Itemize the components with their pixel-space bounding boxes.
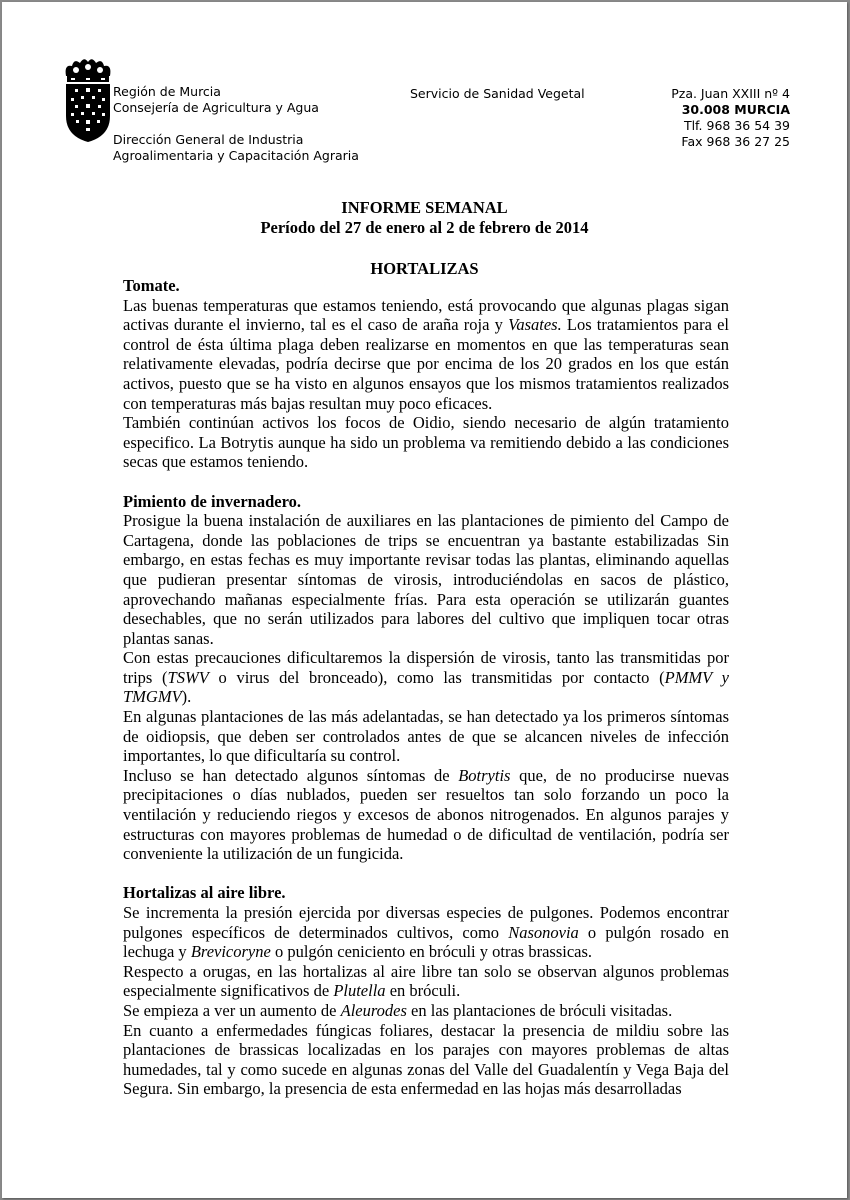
heading-pimiento: Pimiento de invernadero. bbox=[123, 491, 301, 511]
address-street: Pza. Juan XXIII nº 4 bbox=[671, 86, 790, 101]
org-directorate: Dirección General de Industria bbox=[113, 132, 304, 147]
org-department: Consejería de Agricultura y Agua bbox=[113, 100, 319, 115]
paragraph: Respecto a orugas, en las hortalizas al aire libre tan solo se observan algunos problemas especialmente significativos de Plutella en bróculi. bbox=[123, 961, 729, 1001]
report-title: INFORME SEMANAL bbox=[341, 198, 508, 217]
paragraph: Las buenas temperaturas que estamos teniendo, está provocando que algunas plagas sigan activas durante el invierno, tal es el caso de araña roja y Vasates. Los tratamientos para el control de ésta última plaga deben realizarse en momentos en que las temperaturas sean relativamente elevadas, podría decirse que por encima de los 20 grados en los que están activos, puesto que se ha visto en algunos ensayos que los mismos tratamientos realizados con temperaturas más bajas resultan muy poco eficaces. bbox=[123, 295, 729, 413]
organization-block bbox=[113, 84, 359, 164]
section-title: HORTALIZAS bbox=[370, 259, 479, 278]
paragraph: En cuanto a enfermedades fúngicas foliares, destacar la presencia de mildiu sobre las plantaciones de brassicas localizadas en los parajes con mayores problemas de altas humedades, tal y como sucede en algunas zonas del Valle del Guadalentín y Vega Baja del Segura. Sin embargo, la presencia de esta enfermedad en las hojas más desarrolladas bbox=[123, 1020, 729, 1099]
report-body bbox=[123, 276, 729, 1099]
paragraph: Prosigue la buena instalación de auxiliares en las plantaciones de pimiento del Campo de Cartagena, donde las poblaciones de trips se encuentran ya bastante estabilizadas Sin embargo, en estas fechas es muy importante revisar todas las plantas, eliminando aquellas que pudieran presentar síntomas de virosis, introduciéndolas en sacos de plástico, aprovechando mañanas especialmente frías. Para esta operación se utilizarán guantes desechables, que no serán utilizados para labores del cultivo que impliquen tocar otras plantas sanas. bbox=[123, 511, 729, 648]
document-page bbox=[2, 2, 847, 1198]
heading-aire-libre: Hortalizas al aire libre. bbox=[123, 883, 286, 903]
address-city: 30.008 MURCIA bbox=[681, 102, 790, 117]
paragraph: Con estas precauciones dificultaremos la dispersión de virosis, tanto las transmitidas por trips (TSWV o virus del bronceado), como las transmitidas por contacto (PMMV y TMGMV). bbox=[123, 648, 729, 707]
murcia-coat-of-arms-icon bbox=[62, 54, 114, 144]
address-block bbox=[671, 86, 790, 150]
heading-tomate: Tomate. bbox=[123, 276, 180, 295]
paragraph: También continúan activos los focos de Oidio, siendo necesario de algún tratamiento especifico. La Botrytis aunque ha sido un problema va remitiendo debido a las condiciones secas que estamos teniendo. bbox=[123, 413, 729, 472]
paragraph: En algunas plantaciones de las más adelantadas, se han detectado ya los primeros síntomas de oidiopsis, que deben ser controlados antes de que se alcancen niveles de infección importantes, lo que dificultaría su control. bbox=[123, 707, 729, 766]
paragraph: Incluso se han detectado algunos síntomas de Botrytis que, de no producirse nuevas precipitaciones o días nublados, pueden ser resueltos tan solo forzando un poco la ventilación y reduciendo riegos y excesos de abonos nitrogenados. En algunos parajes y estructuras con mayores problemas de humedad o de dificultad de ventilación, podría ser conveniente la utilización de un fungicida. bbox=[123, 765, 729, 864]
service-name: Servicio de Sanidad Vegetal bbox=[410, 86, 585, 101]
org-region: Región de Murcia bbox=[113, 84, 221, 99]
address-fax: Fax 968 36 27 25 bbox=[681, 134, 790, 149]
report-period: Período del 27 de enero al 2 de febrero de 2014 bbox=[260, 218, 589, 237]
address-phone: Tlf. 968 36 54 39 bbox=[683, 118, 790, 133]
paragraph: Se incrementa la presión ejercida por diversas especies de pulgones. Podemos encontrar pulgones específicos de determinados cultivos, como Nasonovia o pulgón rosado en lechuga y Brevicoryne o pulgón ceniciento en bróculi y otras brassicas. bbox=[123, 903, 729, 962]
org-directorate-cont: Agroalimentaria y Capacitación Agraria bbox=[113, 148, 359, 163]
paragraph: Se empieza a ver un aumento de Aleurodes en las plantaciones de bróculi visitadas. bbox=[123, 1000, 673, 1020]
